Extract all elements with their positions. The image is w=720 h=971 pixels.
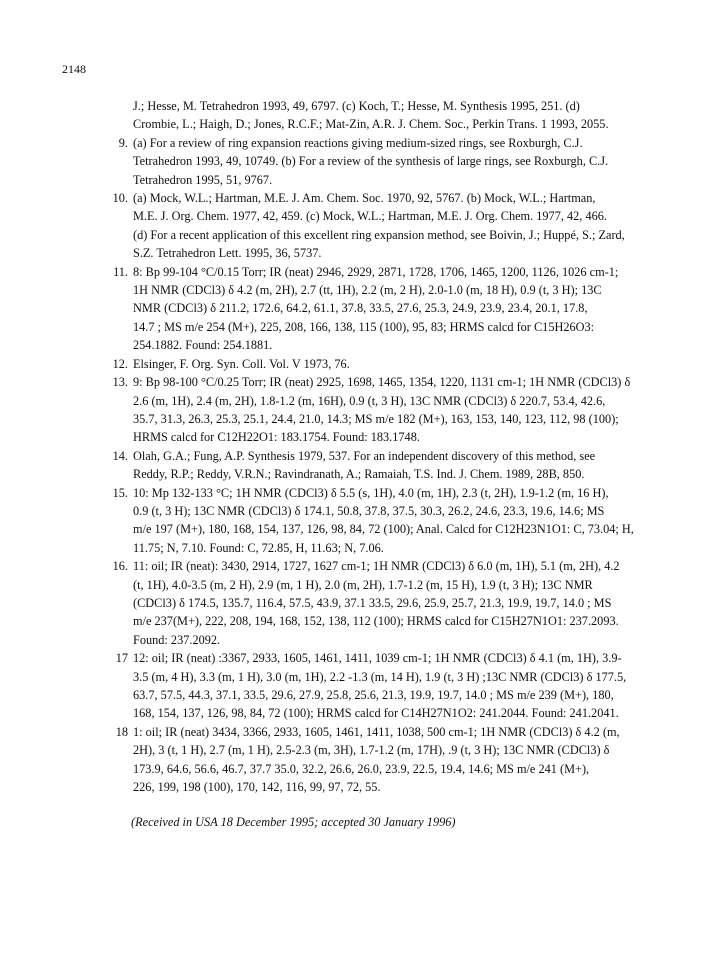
note-line: 168, 154, 137, 126, 98, 84, 72 (100); HRMS calcd for C14H27N1O2: 241.2044. Found: 241.2041. bbox=[133, 706, 619, 721]
note-line: Crombie, L.; Haigh, D.; Jones, R.C.F.; Mat-Zin, A.R. J. Chem. Soc., Perkin Trans. 1 1993, 2055. bbox=[133, 117, 609, 132]
note-line: Elsinger, F. Org. Syn. Coll. Vol. V 1973, 76. bbox=[133, 356, 350, 371]
note-line: HRMS calcd for C12H22O1: 183.1754. Found: 183.1748. bbox=[133, 430, 420, 445]
note-line: 14.7 ; MS m/e 254 (M+), 225, 208, 166, 138, 115 (100), 95, 83; HRMS calcd for C15H26O3: bbox=[133, 319, 595, 334]
note-line: m/e 237(M+), 222, 208, 194, 168, 152, 138, 112 (100); HRMS calcd for C15H27N1O1: 237.2093. bbox=[133, 614, 619, 629]
note-line: 2H), 3 (t, 1 H), 2.7 (m, 1 H), 2.5-2.3 (m, 3H), 1.7-1.2 (m, 17H), .9 (t, 3 H); 13C NMR (CDCl3) δ bbox=[133, 743, 610, 758]
note-line: (a) Mock, W.L.; Hartman, M.E. J. Am. Chem. Soc. 1970, 92, 5767. (b) Mock, W.L.; Hartman, bbox=[133, 191, 596, 206]
note-line: Found: 237.2092. bbox=[133, 632, 221, 647]
note-line: 1: oil; IR (neat) 3434, 3366, 2933, 1605, 1461, 1411, 1038, 500 cm-1; 1H NMR (CDCl3) δ 4.2 (m, bbox=[133, 724, 620, 739]
note-number: 10. bbox=[112, 191, 128, 206]
note-14 bbox=[108, 447, 668, 484]
page-number: 2148 bbox=[62, 62, 86, 76]
note-line: 226, 199, 198 (100), 170, 142, 116, 99, 97, 72, 55. bbox=[133, 780, 381, 795]
note-12 bbox=[108, 355, 668, 373]
note-line: 35.7, 31.3, 26.3, 25.3, 25.1, 24.4, 21.0, 14.3; MS m/e 182 (M+), 163, 153, 140, 123, 112, 98 (100); bbox=[133, 411, 619, 426]
note-continuation bbox=[108, 97, 668, 134]
note-line: Tetrahedron 1993, 49, 10749. (b) For a review of the synthesis of large rings, see Roxburgh, C.J. bbox=[133, 154, 609, 169]
note-line: m/e 197 (M+), 180, 168, 154, 137, 126, 98, 84, 72 (100); Anal. Calcd for C12H23N1O1: C, 73.04; H, bbox=[133, 522, 634, 537]
note-line: 8: Bp 99-104 °C/0.15 Torr; IR (neat) 2946, 2929, 2871, 1728, 1706, 1465, 1200, 1126, 1026 cm-1; bbox=[133, 264, 619, 279]
note-17 bbox=[108, 649, 668, 723]
note-line: 2.6 (m, 1H), 2.4 (m, 2H), 1.8-1.2 (m, 16H), 0.9 (t, 3 H), 13C NMR (CDCl3) δ 220.7, 53.4, 42.6, bbox=[133, 393, 606, 408]
note-line: (t, 1H), 4.0-3.5 (m, 2 H), 2.9 (m, 1 H), 2.0 (m, 2H), 1.7-1.2 (m, 15 H), 1.9 (t, 3 H); 13C NMR bbox=[133, 577, 593, 592]
note-line: 63.7, 57.5, 44.3, 37.1, 33.5, 29.6, 27.9, 25.8, 25.6, 21.3, 19.9, 19.7, 14.0 ; MS m/e 239 (M+), 180, bbox=[133, 688, 614, 702]
note-line: 11: oil; IR (neat): 3430, 2914, 1727, 1627 cm-1; 1H NMR (CDCl3) δ 6.0 (m, 1H), 5.1 (m, 2H), 4.2 bbox=[133, 559, 620, 574]
note-line: (CDCl3) δ 174.5, 135.7, 116.4, 57.5, 43.9, 37.1 33.5, 29.6, 25.9, 25.7, 21.3, 19.9, 19.7, 14.0 ; MS bbox=[133, 595, 612, 610]
note-line: 173.9, 64.6, 56.6, 46.7, 37.7 35.0, 32.2, 26.6, 26.0, 23.9, 22.5, 19.4, 14.6; MS m/e 241 (M+), bbox=[133, 761, 590, 776]
notes-list bbox=[108, 97, 668, 796]
note-number: 18 bbox=[115, 724, 128, 739]
note-line: S.Z. Tetrahedron Lett. 1995, 36, 5737. bbox=[133, 246, 322, 261]
note-15 bbox=[108, 484, 668, 558]
received-accepted-dates: (Received in USA 18 December 1995; accepted 30 January 1996) bbox=[131, 815, 456, 829]
note-line: M.E. J. Org. Chem. 1977, 42, 459. (c) Mock, W.L.; Hartman, M.E. J. Org. Chem. 1977, 42, 466. bbox=[133, 209, 607, 224]
note-line: 9: Bp 98-100 °C/0.25 Torr; IR (neat) 2925, 1698, 1465, 1354, 1220, 1131 cm-1; 1H NMR (CDCl3) δ bbox=[133, 375, 631, 390]
note-line: Reddy, R.P.; Reddy, V.R.N.; Ravindranath, A.; Ramaiah, T.S. Ind. J. Chem. 1989, 28B, 850. bbox=[133, 467, 585, 482]
note-line: 10: Mp 132-133 °C; 1H NMR (CDCl3) δ 5.5 (s, 1H), 4.0 (m, 1H), 2.3 (t, 2H), 1.9-1.2 (m, 16 H), bbox=[133, 485, 609, 500]
note-18 bbox=[108, 723, 668, 797]
note-10 bbox=[108, 189, 668, 263]
note-line: 254.1882. Found: 254.1881. bbox=[133, 338, 273, 353]
note-line: Tetrahedron 1995, 51, 9767. bbox=[133, 172, 273, 187]
note-line: 12: oil; IR (neat) :3367, 2933, 1605, 1461, 1411, 1039 cm-1; 1H NMR (CDCl3) δ 4.1 (m, 1H), 3.9- bbox=[133, 651, 622, 666]
note-line: Olah, G.A.; Fung, A.P. Synthesis 1979, 537. For an independent discovery of this method, see bbox=[133, 448, 596, 463]
note-line: J.; Hesse, M. Tetrahedron 1993, 49, 6797. (c) Koch, T.; Hesse, M. Synthesis 1995, 251. (d) bbox=[133, 99, 580, 113]
note-line: NMR (CDCl3) δ 211.2, 172.6, 64.2, 61.1, 37.8, 33.5, 27.6, 25.3, 24.9, 23.9, 23.4, 20.1, 17.8, bbox=[133, 301, 588, 316]
note-9 bbox=[108, 134, 668, 189]
note-line: 0.9 (t, 3 H); 13C NMR (CDCl3) δ 174.1, 50.8, 37.8, 37.5, 30.3, 26.2, 24.6, 23.3, 19.6, 14.6; MS bbox=[133, 503, 605, 518]
note-line: (d) For a recent application of this excellent ring expansion method, see Boivin, J.; Huppé, S.; Zard, bbox=[133, 227, 625, 242]
note-line: (a) For a review of ring expansion reactions giving medium-sized rings, see Roxburgh, C.J. bbox=[133, 135, 583, 150]
note-line: 3.5 (m, 4 H), 3.3 (m, 1 H), 3.0 (m, 1H), 2.2 -1.3 (m, 14 H), 1.9 (t, 3 H) ;13C NMR (CDCl3) δ 177.5, bbox=[133, 669, 627, 684]
note-number: 15. bbox=[112, 485, 128, 500]
note-number: 16. bbox=[112, 559, 128, 574]
note-number: 14. bbox=[112, 448, 128, 463]
note-11 bbox=[108, 263, 668, 355]
note-number: 9. bbox=[118, 135, 128, 150]
note-line: 1H NMR (CDCl3) δ 4.2 (m, 2H), 2.7 (tt, 1H), 2.2 (m, 2 H), 2.0-1.0 (m, 18 H), 0.9 (t, 3 H); 13C bbox=[133, 283, 602, 298]
note-13 bbox=[108, 373, 668, 447]
note-16 bbox=[108, 557, 668, 649]
note-line: 11.75; N, 7.10. Found: C, 72.85, H, 11.63; N, 7.06. bbox=[133, 540, 384, 555]
note-number: 11. bbox=[113, 264, 128, 279]
note-number: 17 bbox=[115, 651, 128, 666]
note-number: 13. bbox=[112, 375, 128, 390]
note-number: 12. bbox=[112, 356, 128, 371]
